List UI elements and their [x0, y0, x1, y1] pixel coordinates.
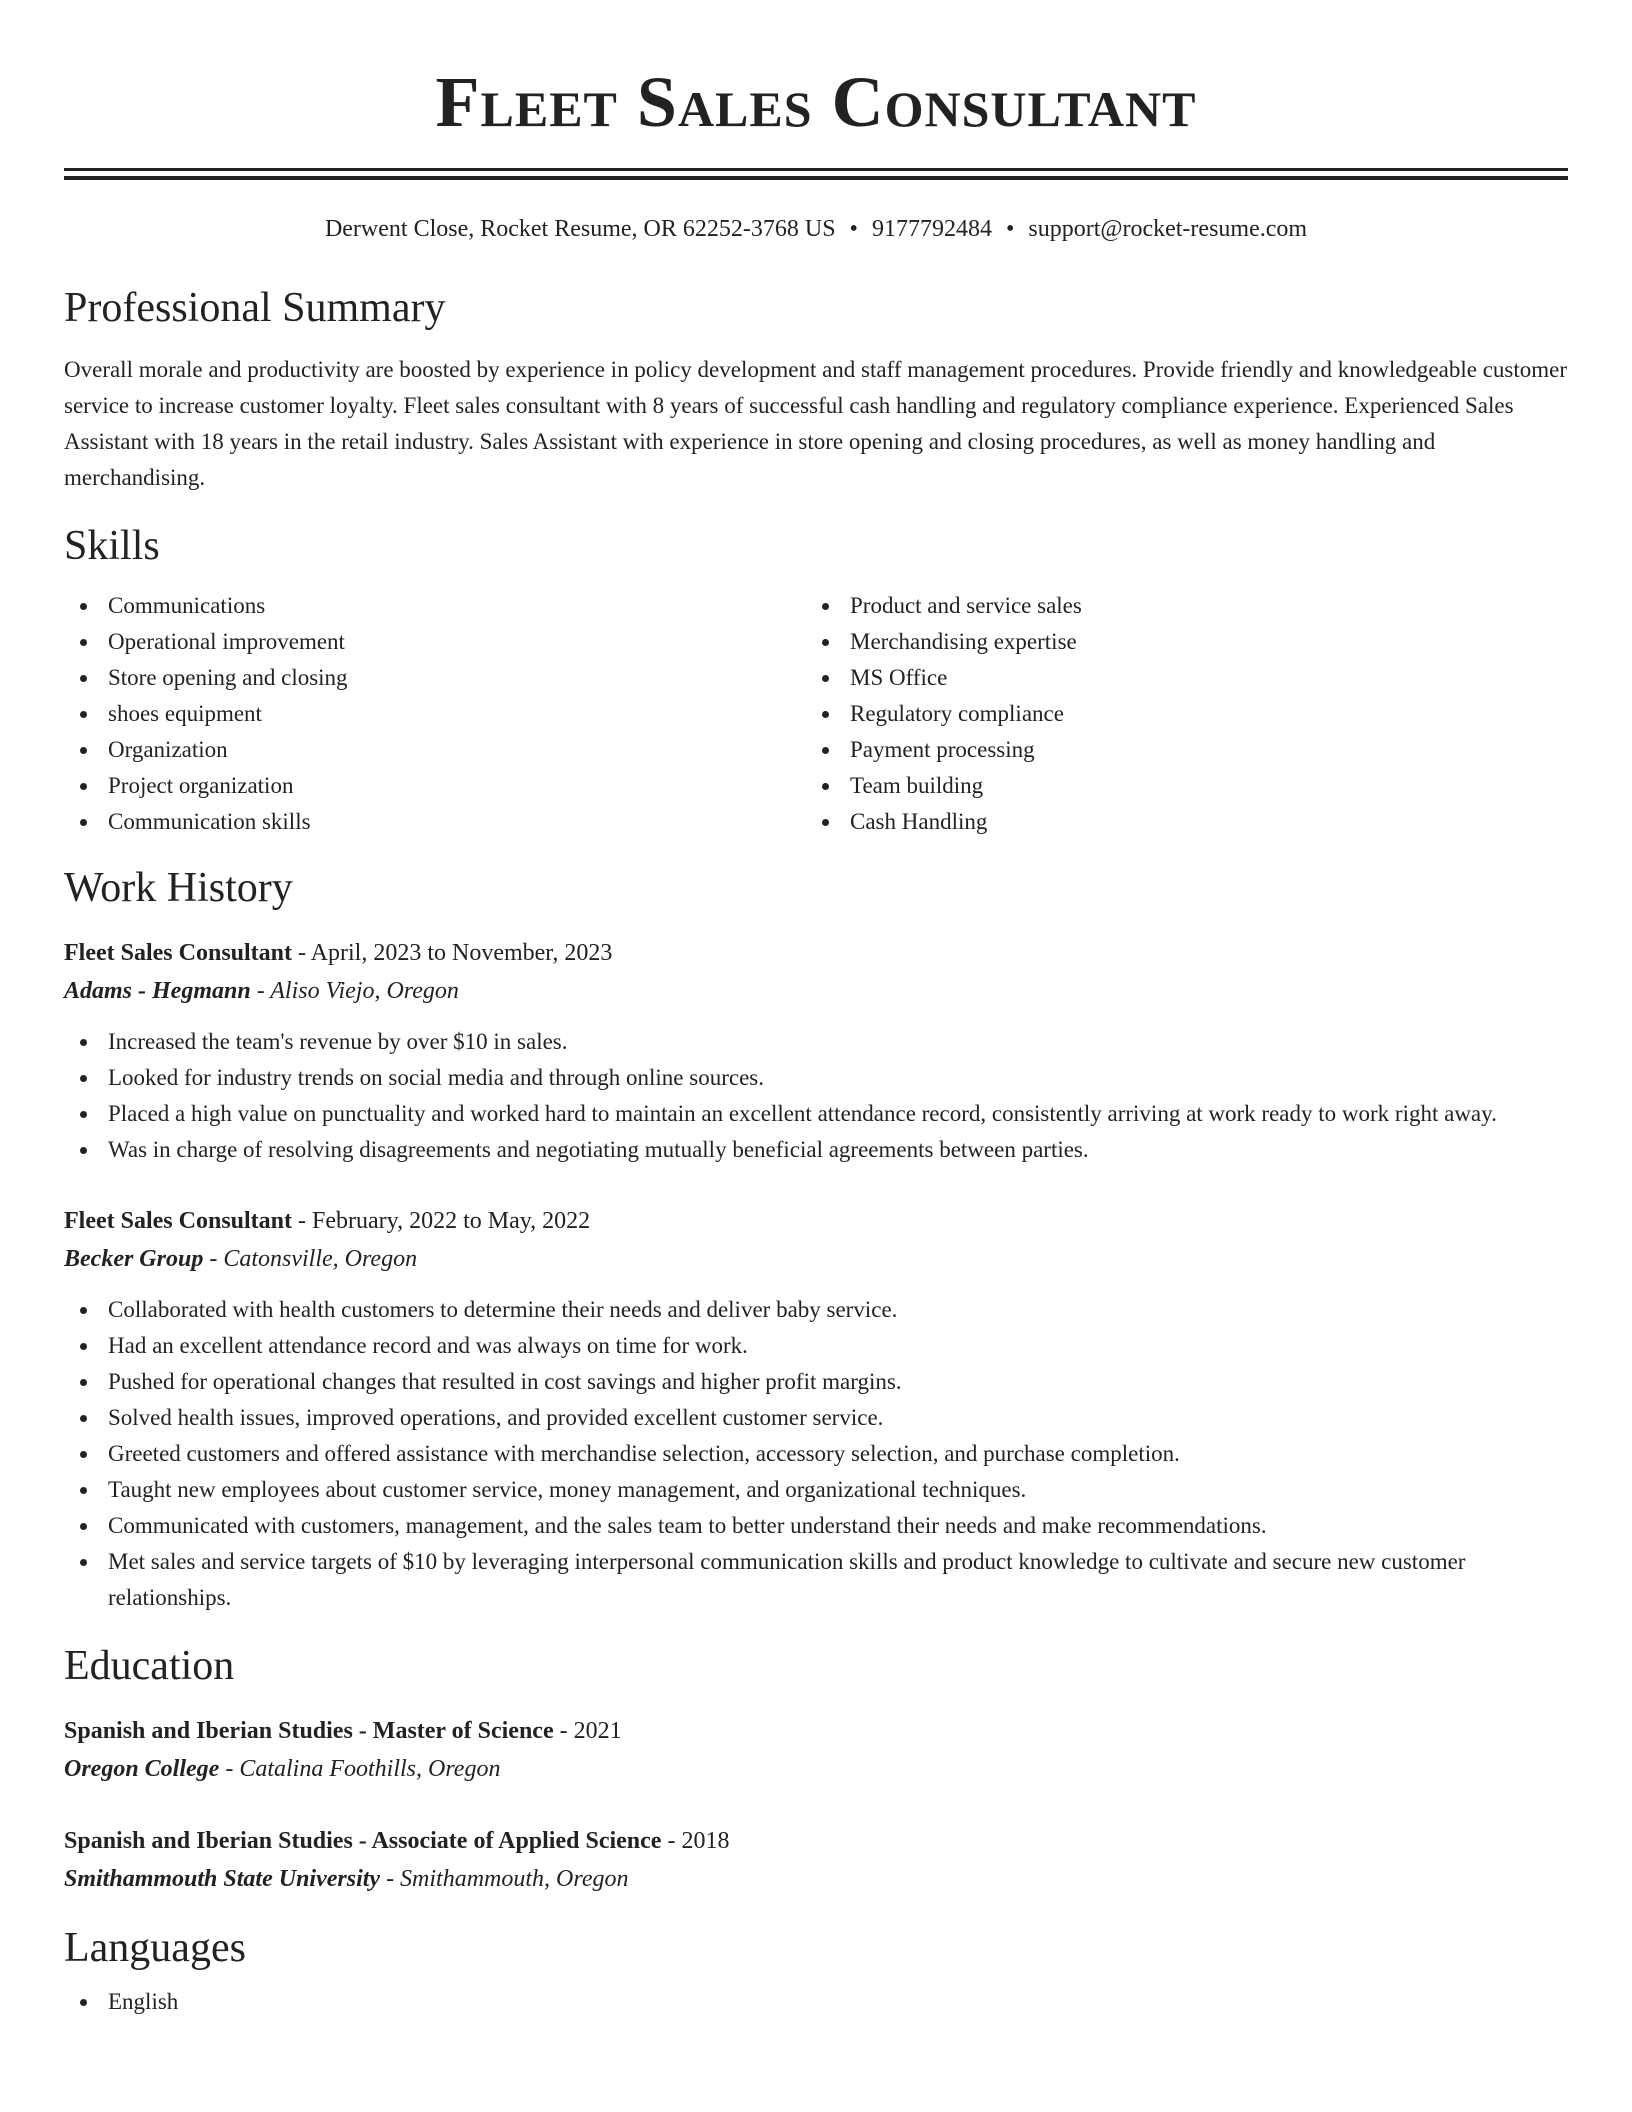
- skill-item: Operational improvement: [64, 624, 806, 660]
- job-role: Fleet Sales Consultant: [64, 940, 292, 966]
- skills-columns: [64, 588, 1568, 840]
- job-dates: - February, 2022 to May, 2022: [292, 1208, 591, 1234]
- skill-item: shoes equipment: [64, 696, 806, 732]
- job-dates: - April, 2023 to November, 2023: [292, 940, 613, 966]
- contact-separator: •: [1005, 216, 1015, 242]
- summary-heading: Professional Summary: [64, 285, 446, 331]
- skill-item: Store opening and closing: [64, 660, 806, 696]
- languages-heading: Languages: [64, 1925, 246, 1971]
- education-location: - Smithammouth, Oregon: [380, 1866, 629, 1892]
- job-bullet: Greeted customers and offered assistance with merchandise selection, accessory selection, and purchase completion.: [64, 1436, 1568, 1472]
- summary-text: Overall morale and productivity are boosted by experience in policy development and staff management procedures. Provide friendly and knowledgeable customer service to increase customer loyalty. Fleet sales consultant with 8 years of successful cash handling and regulatory compliance experience. Experienced Sales Assistant with 18 years in the retail industry. Sales Assistant with experience in store opening and closing procedures, as well as money handling and merchandising.: [64, 357, 1568, 490]
- education-school-line: [64, 1750, 1568, 1788]
- education-year: - 2021: [553, 1718, 622, 1744]
- skill-item: Product and service sales: [806, 588, 1548, 624]
- education-degree-line: [64, 1712, 1568, 1750]
- job-bullet: Taught new employees about customer service, money management, and organizational techniques.: [64, 1472, 1568, 1508]
- job-company-line: [64, 1240, 1568, 1278]
- language-item: English: [64, 1984, 1568, 2020]
- job-bullets: [64, 1292, 1568, 1616]
- skill-item: Team building: [806, 768, 1548, 804]
- header-divider-thin: [64, 176, 1568, 180]
- education-entry: [64, 1712, 1568, 1788]
- contact-address: Derwent Close, Rocket Resume, OR 62252-3768 US: [324, 216, 836, 242]
- skill-item: Communications: [64, 588, 806, 624]
- job-bullet: Had an excellent attendance record and was always on time for work.: [64, 1328, 1568, 1364]
- job-bullets: [64, 1024, 1568, 1168]
- education-degree: Spanish and Iberian Studies - Associate of Applied Science: [64, 1828, 662, 1854]
- job-bullet: Increased the team's revenue by over $10 in sales.: [64, 1024, 1568, 1060]
- skills-heading: Skills: [64, 523, 160, 569]
- skills-list-right: [806, 588, 1548, 840]
- education-school-line: [64, 1860, 1568, 1898]
- skill-item: MS Office: [806, 660, 1548, 696]
- languages-list: [64, 1984, 1568, 2020]
- education-heading: Education: [64, 1643, 235, 1689]
- job-bullet: Was in charge of resolving disagreements and negotiating mutually beneficial agreements between parties.: [64, 1132, 1568, 1168]
- job-location: - Aliso Viejo, Oregon: [250, 978, 459, 1004]
- job-bullet: Solved health issues, improved operations, and provided excellent customer service.: [64, 1400, 1568, 1436]
- work-history-heading: Work History: [64, 865, 293, 911]
- skill-item: Regulatory compliance: [806, 696, 1548, 732]
- skill-item: Merchandising expertise: [806, 624, 1548, 660]
- skills-list-left: [64, 588, 806, 840]
- contact-separator: •: [849, 216, 858, 242]
- job-role: Fleet Sales Consultant: [64, 1208, 292, 1234]
- job-company-line: [64, 972, 1568, 1010]
- skill-item: Organization: [64, 732, 806, 768]
- education-degree-line: [64, 1822, 1568, 1860]
- job-company: Becker Group: [64, 1246, 204, 1272]
- skill-item: Communication skills: [64, 804, 806, 840]
- candidate-name: Fleet Sales Consultant: [435, 62, 1197, 142]
- education-location: - Catalina Foothills, Oregon: [219, 1756, 501, 1782]
- contact-phone: 9177792484: [871, 216, 992, 242]
- education-entry: [64, 1822, 1568, 1898]
- job-entry: [64, 934, 1568, 1168]
- header-divider-thick: [64, 168, 1568, 171]
- job-title-line: [64, 934, 1568, 972]
- contact-email: support@rocket-resume.com: [1028, 216, 1308, 242]
- skill-item: Payment processing: [806, 732, 1548, 768]
- job-bullet: Placed a high value on punctuality and worked hard to maintain an excellent attendance record, consistently arriving at work ready to work right away.: [64, 1096, 1568, 1132]
- contact-line: [64, 214, 1568, 244]
- job-bullet: Collaborated with health customers to determine their needs and deliver baby service.: [64, 1292, 1568, 1328]
- job-company: Adams - Hegmann: [64, 978, 251, 1004]
- job-bullet: Looked for industry trends on social media and through online sources.: [64, 1060, 1568, 1096]
- skill-item: Cash Handling: [806, 804, 1548, 840]
- job-bullet: Pushed for operational changes that resulted in cost savings and higher profit margins.: [64, 1364, 1568, 1400]
- education-school: Smithammouth State University: [64, 1866, 381, 1892]
- job-location: - Catonsville, Oregon: [203, 1246, 418, 1272]
- job-entry: [64, 1202, 1568, 1616]
- education-degree: Spanish and Iberian Studies - Master of Science: [64, 1718, 554, 1744]
- education-school: Oregon College: [64, 1756, 220, 1782]
- skill-item: Project organization: [64, 768, 806, 804]
- job-bullet: Met sales and service targets of $10 by leveraging interpersonal communication skills and product knowledge to cultivate and secure new customer relationships.: [64, 1544, 1568, 1616]
- job-bullet: Communicated with customers, management, and the sales team to better understand their needs and make recommendations.: [64, 1508, 1568, 1544]
- education-year: - 2018: [661, 1828, 730, 1854]
- job-title-line: [64, 1202, 1568, 1240]
- resume-page: [64, 0, 1568, 2020]
- languages-section: [64, 1984, 1568, 2020]
